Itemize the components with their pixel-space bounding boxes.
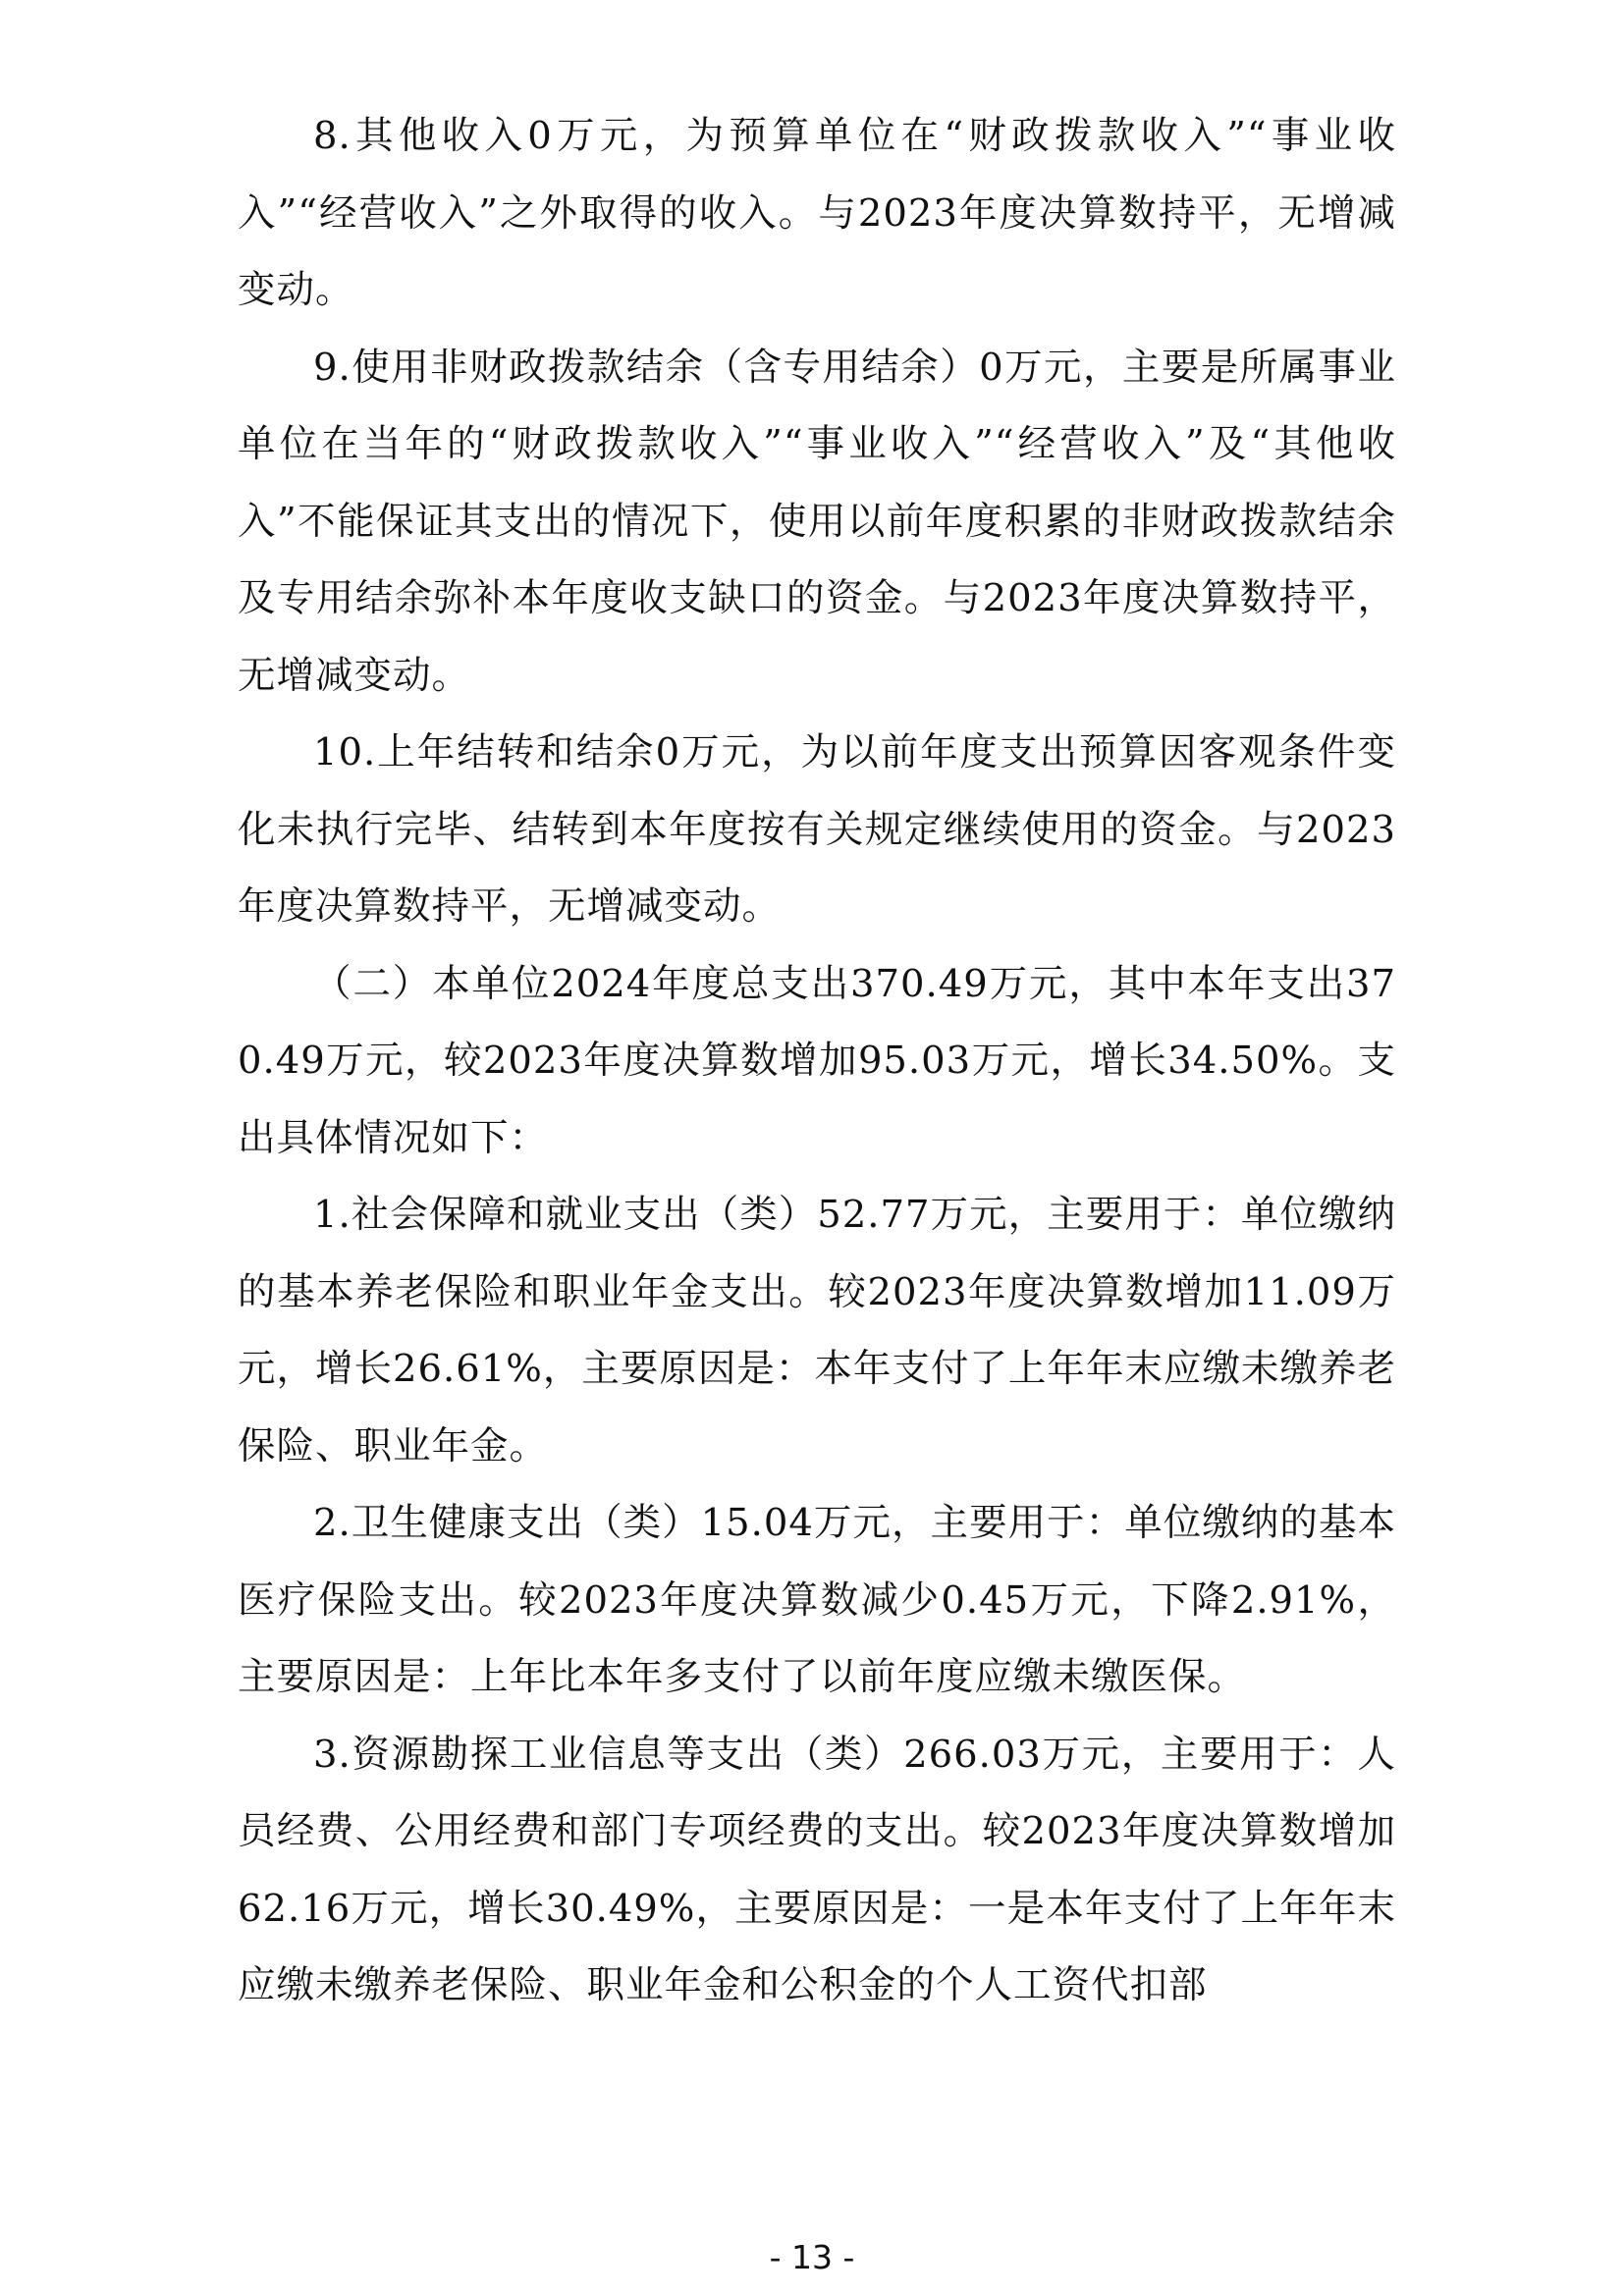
paragraph-health: 2.卫生健康支出（类）15.04万元，主要用于：单位缴纳的基本医疗保险支出。较2023年度决算数减少0.45万元，下降2.91%，主要原因是：上年比本年多支付了以前年度应缴未缴医保。	[238, 1501, 1396, 1699]
paragraph-prior-year-carryover: 10.上年结转和结余0万元，为以前年度支出预算因客观条件变化未执行完毕、结转到本年度按有关规定继续使用的资金。与2023年度决算数持平，无增减变动。	[238, 730, 1396, 929]
paragraph-total-expenditure: （二）本单位2024年度总支出370.49万元，其中本年支出370.49万元，较2023年度决算数增加95.03万元，增长34.50%。支出具体情况如下：	[238, 961, 1396, 1160]
paragraph-non-fiscal-balance: 9.使用非财政拨款结余（含专用结余）0万元，主要是所属事业单位在当年的“财政拨款收入”“事业收入”“经营收入”及“其他收入”不能保证其支出的情况下，使用以前年度积累的非财政拨款结余及专用结余弥补本年度收支缺口的资金。与2023年度决算数持平，无增减变动。	[238, 345, 1396, 698]
paragraph-other-income: 8.其他收入0万元，为预算单位在“财政拨款收入”“事业收入”“经营收入”之外取得的收入。与2023年度决算数持平，无增减变动。	[238, 114, 1396, 312]
document-body	[238, 98, 1396, 2025]
paragraph-social-security: 1.社会保障和就业支出（类）52.77万元，主要用于：单位缴纳的基本养老保险和职业年金支出。较2023年度决算数增加11.09万元，增长26.61%，主要原因是：本年支付了上年年末应缴未缴养老保险、职业年金。	[238, 1193, 1396, 1468]
page-number: - 13 -	[769, 2238, 855, 2276]
paragraph-resource-exploration: 3.资源勘探工业信息等支出（类）266.03万元，主要用于：人员经费、公用经费和部门专项经费的支出。较2023年度决算数增加62.16万元，增长30.49%，主要原因是：一是本年支付了上年年末应缴未缴养老保险、职业年金和公积金的个人工资代扣部	[238, 1732, 1396, 2007]
